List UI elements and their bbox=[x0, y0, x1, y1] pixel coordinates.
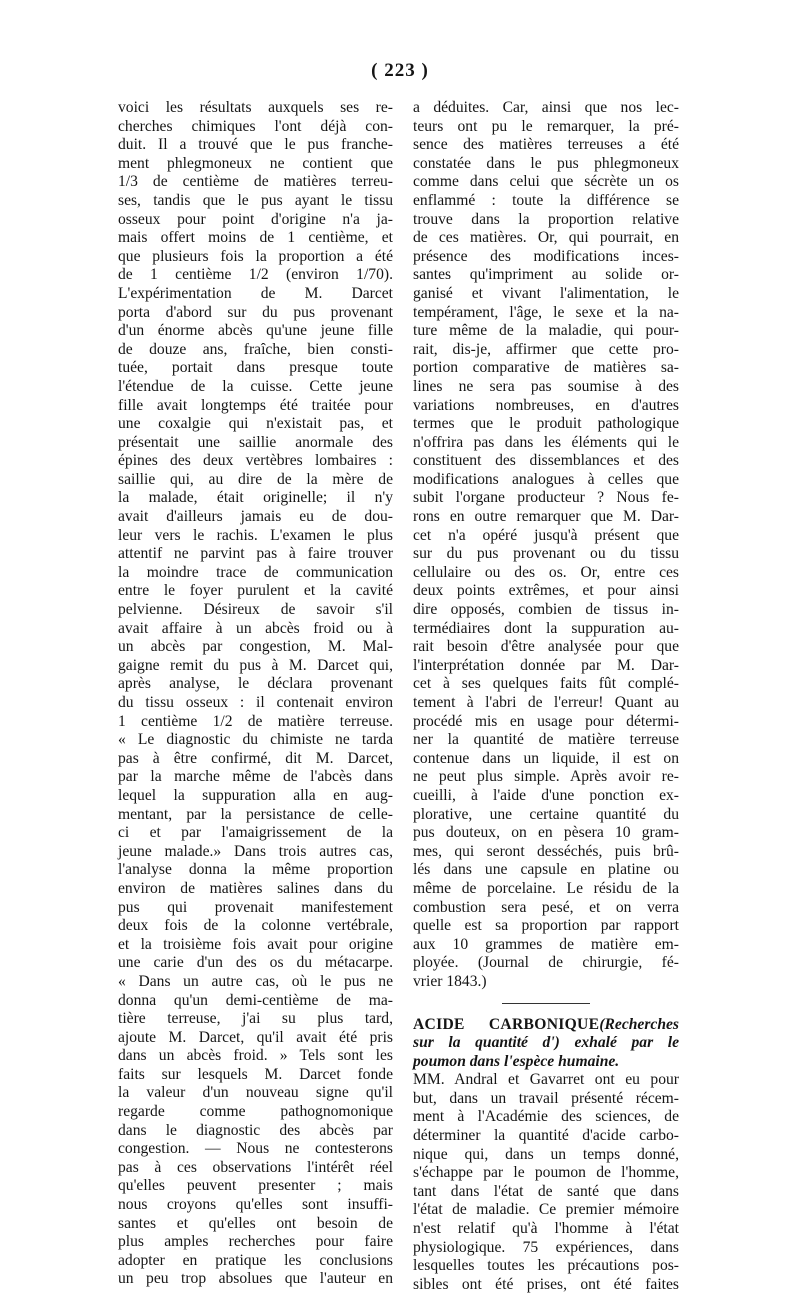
text-line: faits sur lesquels M. Darcet fonde bbox=[118, 1065, 393, 1083]
text-line: ner la quantité de matière terreuse bbox=[413, 731, 679, 749]
text-line: la moindre trace de communication bbox=[118, 563, 393, 581]
text-line: a déduites. Car, ainsi que nos lec- bbox=[413, 99, 679, 116]
text-line: lés dans une capsule en platine ou bbox=[413, 861, 679, 879]
text-line: porta d'abord sur du pus provenant bbox=[118, 303, 393, 321]
text-line: attentif ne parvint pas à faire trouver bbox=[118, 545, 393, 563]
text-line: constatée dans le pus phlegmoneux bbox=[413, 154, 679, 172]
text-line: du tissu osseux : il contenait environ bbox=[118, 694, 393, 711]
text-line: ses, tandis que le pus ayant le tissu bbox=[118, 191, 393, 209]
text-line: sence des matières terreuses a été bbox=[413, 136, 679, 154]
text-line: l'analyse donna la même proportion bbox=[118, 861, 393, 879]
text-line: déterminer la quantité d'acide carbo- bbox=[413, 1127, 679, 1145]
text-line: n'offrira pas dans les éléments qui le bbox=[413, 433, 679, 451]
text-line: leur vers le rachis. L'examen le plus bbox=[118, 526, 393, 544]
text-line: ajoute M. Darcet, qu'il avait été pris bbox=[118, 1028, 393, 1046]
text-line: quelle est sa proportion par rapport bbox=[413, 917, 679, 935]
text-line: duit. Il a trouvé que le pus franche- bbox=[118, 136, 393, 154]
text-line: mentant, par la persistance de celle- bbox=[118, 805, 393, 823]
text-line: variations nombreuses, en d'autres bbox=[413, 396, 679, 414]
text-line: jeune malade.» Dans trois autres cas, bbox=[118, 842, 393, 860]
text-line: MM. Andral et Gavarret ont eu pour bbox=[413, 1071, 679, 1089]
text-line: par la marche même de l'abcès dans bbox=[118, 768, 393, 786]
article-body bbox=[413, 1071, 679, 1294]
text-line: tement à l'abri de l'erreur! Quant au bbox=[413, 694, 679, 711]
text-line: dans un abcès froid. » Tels sont les bbox=[118, 1047, 393, 1065]
section-divider bbox=[502, 1003, 590, 1004]
text-line: l'interprétation donnée par M. Dar- bbox=[413, 656, 679, 674]
text-line: cueilli, à l'aide d'une ponction ex- bbox=[413, 786, 679, 804]
text-line: cellulaire ou des os. Or, entre ces bbox=[413, 563, 679, 581]
text-line: la valeur d'un nouveau signe qu'il bbox=[118, 1084, 393, 1102]
text-line: et la troisième fois avait pour origine bbox=[118, 935, 393, 953]
text-line: vrier 1843.) bbox=[413, 972, 487, 990]
text-line: rons en outre remarquer que M. Dar- bbox=[413, 508, 679, 526]
text-line: qu'elles peuvent presenter ; mais bbox=[118, 1177, 393, 1195]
text-line: donna qu'un demi-centième de ma- bbox=[118, 991, 393, 1009]
text-line: termes que le produit pathologique bbox=[413, 415, 679, 433]
text-line: avait affaire à un abcès froid ou à bbox=[118, 619, 393, 637]
text-line: subit l'organe producteur ? Nous fe- bbox=[413, 489, 679, 507]
text-line: dire opposés, combien de tissus in- bbox=[413, 601, 679, 619]
text-line: tuée, portait dans presque toute bbox=[118, 359, 393, 377]
text-line: s'échappe par le poumon de l'homme, bbox=[413, 1164, 679, 1182]
text-line: « Dans un autre cas, où le pus ne bbox=[118, 972, 393, 990]
text-line: aux 10 grammes de matière em- bbox=[413, 935, 679, 953]
text-line: 1/3 de centième de matières terreu- bbox=[118, 173, 393, 191]
text-line: trouve dans la proportion relative bbox=[413, 210, 679, 228]
text-line: ployée. (Journal de chirurgie, fé- bbox=[413, 954, 679, 972]
text-line: ment phlegmoneux ne contient que bbox=[118, 154, 393, 172]
text-line: enflammé : toute la différence se bbox=[413, 191, 679, 209]
text-line: physiologique. 75 expériences, dans bbox=[413, 1238, 679, 1256]
right-column-continuation bbox=[413, 99, 679, 992]
text-line: après analyse, le déclara provenant bbox=[118, 675, 393, 693]
text-line: fille avait longtemps été traitée pour bbox=[118, 396, 393, 414]
text-line: portion comparative de matières sa- bbox=[413, 359, 679, 377]
text-line: d'un énorme abcès qu'une jeune fille bbox=[118, 322, 393, 340]
text-line: une coxalgie qui n'existait pas, et bbox=[118, 415, 393, 433]
text-line: saillie qui, au dire de la mère de bbox=[118, 470, 393, 488]
text-line: l'état de maladie. Ce premier mémoire bbox=[413, 1201, 679, 1219]
text-line: même de porcelaine. Le résidu de la bbox=[413, 879, 679, 897]
text-line: nous croyons qu'elles sont insuffi- bbox=[118, 1196, 393, 1214]
text-line: sur du pus provenant ou du tissu bbox=[413, 545, 679, 563]
text-line: gaigne remit du pus à M. Darcet qui, bbox=[118, 656, 393, 674]
text-line: pelvienne. Désireux de savoir s'il bbox=[118, 601, 393, 619]
text-line: contenue dans un liquide, il est on bbox=[413, 749, 679, 767]
text-line: de 1 centième 1/2 (environ 1/70). bbox=[118, 266, 393, 284]
text-line: ci et par l'amaigrissement de la bbox=[118, 824, 393, 842]
text-line: pas à être confirmé, dit M. Darcet, bbox=[118, 749, 393, 767]
text-line: tempérament, l'âge, le sexe et la na- bbox=[413, 303, 679, 321]
article-heading-line bbox=[413, 1016, 679, 1035]
text-line: tant dans l'état de santé que dans bbox=[413, 1182, 679, 1200]
text-line: tière terreuse, j'ai su plus tard, bbox=[118, 1010, 393, 1028]
text-line: nique qui, dans un temps donné, bbox=[413, 1145, 679, 1163]
text-line: de ces matières. Or, qui pourrait, en bbox=[413, 229, 679, 247]
text-line: plorative, une certaine quantité du bbox=[413, 805, 679, 823]
text-line: que plusieurs fois la proportion a été bbox=[118, 247, 393, 265]
text-line: teurs ont pu le remarquer, la pré- bbox=[413, 117, 679, 135]
text-line: termédiaires dont la suppuration au- bbox=[413, 619, 679, 637]
text-line: deux points extrêmes, et pour ainsi bbox=[413, 582, 679, 600]
text-line: but, dans un travail présenté récem- bbox=[413, 1089, 679, 1107]
text-line: santes qu'impriment au solide or- bbox=[413, 266, 679, 284]
text-line: n'est relatif qu'à l'homme à l'état bbox=[413, 1220, 679, 1238]
text-line: « Le diagnostic du chimiste ne tarda bbox=[118, 731, 393, 749]
text-line: cet n'a opéré jusqu'à présent que bbox=[413, 526, 679, 544]
text-line: pas à ces observations l'intérêt réel bbox=[118, 1158, 393, 1176]
text-line: adopter en pratique les conclusions bbox=[118, 1251, 393, 1269]
text-line: ganisé et vivant l'alimentation, le bbox=[413, 284, 679, 302]
text-line: environ de matières salines dans du bbox=[118, 879, 393, 897]
page-number: ( 223 ) bbox=[371, 60, 429, 81]
text-line: avait d'ailleurs jamais eu de dou- bbox=[118, 508, 393, 526]
text-line: mes, qui seront desséchés, puis brû- bbox=[413, 842, 679, 860]
text-line: 1 centième 1/2 de matière terreuse. bbox=[118, 712, 393, 730]
text-line: mais offert moins de 1 centième, et bbox=[118, 229, 393, 247]
text-line: voici les résultats auxquels ses re- bbox=[118, 99, 393, 116]
text-line: l'étendue de la cuisse. Cette jeune bbox=[118, 377, 393, 395]
left-column bbox=[118, 99, 393, 1289]
article-subtitle-line: poumon dans l'espèce humaine. bbox=[413, 1052, 620, 1070]
text-line: un abcès par congestion, M. Mal- bbox=[118, 638, 393, 656]
text-line: dans le diagnostic des abcès par bbox=[118, 1121, 393, 1139]
text-line: deux fois de la colonne vertébrale, bbox=[118, 917, 393, 935]
text-line: osseux pour point d'origine n'a ja- bbox=[118, 210, 393, 228]
text-line: comme dans celui que sécrète un os bbox=[413, 173, 679, 191]
text-line: présentait une saillie anormale des bbox=[118, 433, 393, 451]
text-line: la malade, était originelle; il n'y bbox=[118, 489, 393, 507]
text-line: une carie d'un des os du métacarpe. bbox=[118, 954, 393, 972]
text-line: rait, dis-je, affirmer que cette pro- bbox=[413, 340, 679, 358]
text-line: pus douteux, on en pèsera 10 gram- bbox=[413, 824, 679, 842]
text-line: ture même de la maladie, qui pour- bbox=[413, 322, 679, 340]
text-line: regarde comme pathognomonique bbox=[118, 1103, 393, 1121]
article-header bbox=[413, 1016, 679, 1072]
right-column bbox=[413, 99, 679, 1294]
text-line: un peu trop absolues que l'auteur en bbox=[118, 1270, 393, 1288]
text-line: lesquelles toutes les précautions pos- bbox=[413, 1257, 679, 1275]
text-line: ment à l'Académie des sciences, de bbox=[413, 1108, 679, 1126]
text-line: lequel la suppuration alla en aug- bbox=[118, 786, 393, 804]
article-heading: ACIDE CARBONIQUE bbox=[413, 1015, 600, 1033]
text-line: pus qui provenait manifestement bbox=[118, 898, 393, 916]
article-subtitle-start: (Recherches bbox=[599, 1015, 679, 1033]
text-line: modifications analogues à celles que bbox=[413, 470, 679, 488]
text-line: cherches chimiques l'ont déjà con- bbox=[118, 117, 393, 135]
text-line: congestion. — Nous ne contesterons bbox=[118, 1140, 393, 1158]
text-line: cet à ses quelques faits fût complé- bbox=[413, 675, 679, 693]
text-line: entre le foyer purulent et la cavité bbox=[118, 582, 393, 600]
text-line: de douze ans, fraîche, bien consti- bbox=[118, 340, 393, 358]
text-line: procédé mis en usage pour détermi- bbox=[413, 712, 679, 730]
text-line: L'expérimentation de M. Darcet bbox=[118, 284, 393, 302]
text-line: combustion sera pesé, et on verra bbox=[413, 898, 679, 916]
text-line: sibles ont été prises, ont été faites bbox=[413, 1275, 679, 1293]
text-line: rait besoin d'être analysée pour que bbox=[413, 638, 679, 656]
text-line: ne peut plus simple. Après avoir re- bbox=[413, 768, 679, 786]
text-line: santes et qu'elles ont besoin de bbox=[118, 1214, 393, 1232]
text-line: épines des deux vertèbres lombaires : bbox=[118, 452, 393, 470]
text-line: lines ne sera pas soumise à des bbox=[413, 377, 679, 395]
text-line: présence des modifications inces- bbox=[413, 247, 679, 265]
text-line: plus amples recherches pour faire bbox=[118, 1233, 393, 1251]
text-line: constituent des dissemblances et des bbox=[413, 452, 679, 470]
article-subtitle-line: sur la quantité d') exhalé par le bbox=[413, 1034, 679, 1052]
